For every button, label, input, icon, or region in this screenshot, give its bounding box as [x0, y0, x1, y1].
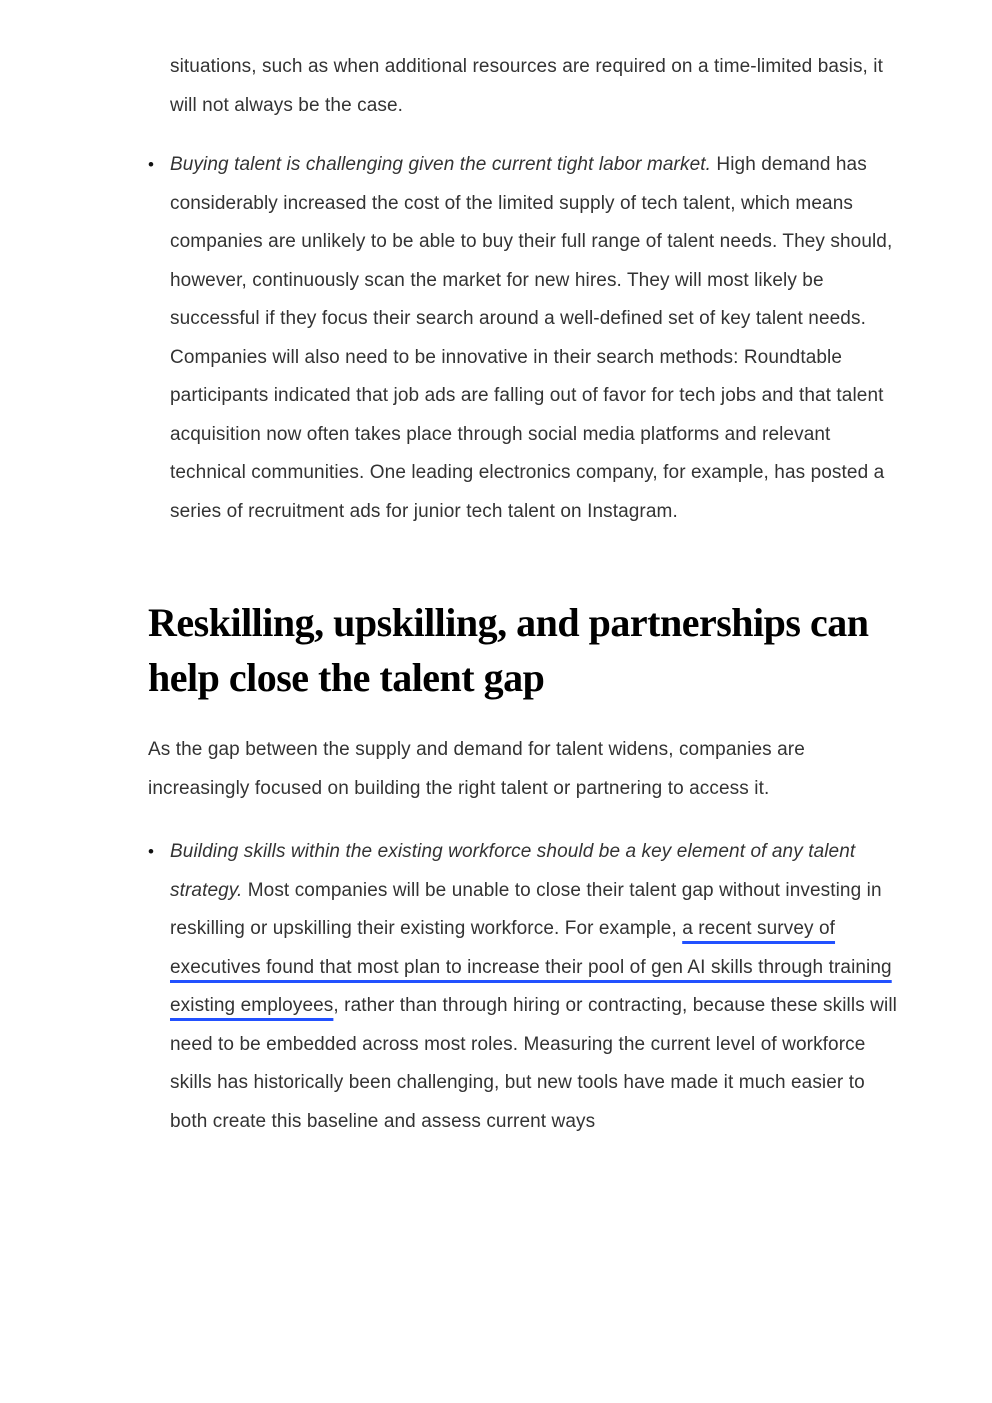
list-item-building-skills	[148, 833, 900, 1141]
bullet-lead-italic: Building skills within the existing workforce should be a key element of any talent strategy.	[170, 841, 856, 901]
gen-ai-survey-link[interactable]: a recent survey of executives found that most plan to increase their pool of gen AI skills through training existing employees	[170, 918, 892, 1016]
bullet-text-buying-talent	[170, 146, 900, 531]
bullet-icon: •	[148, 155, 154, 174]
section-heading: Reskilling, upskilling, and partnerships can help close the talent gap	[148, 600, 869, 700]
bullet-lead-italic: Buying talent is challenging given the current tight labor market.	[170, 154, 712, 175]
bullet-continuation-paragraph: situations, such as when additional resources are required on a time-limited basis, it will not always be the case.	[170, 56, 884, 116]
bullet-body-text-before-link: Most companies will be unable to close their talent gap without investing in reskilling or upskilling their existing workforce. For example,	[170, 879, 882, 939]
article-content	[148, 48, 900, 1141]
bullet-icon: •	[148, 842, 154, 861]
bullet-body-text-after-link: , rather than through hiring or contracting, because these skills will need to be embedded across most roles. Measuring the current level of workforce skills has historically been challenging, but new tools have made it much easier to both create this baseline and assess current ways	[170, 995, 897, 1132]
bullet-text-building-skills	[170, 833, 900, 1141]
list-item-buying-talent	[148, 146, 900, 531]
bullet-body-text: High demand has considerably increased the cost of the limited supply of tech talent, which means companies are unlikely to be able to buy their full range of talent needs. They should, however, continuously scan the market for new hires. They will most likely be successful if they focus their search around a well-defined set of key talent needs. Companies will also need to be innovative in their search methods: Roundtable participants indicated that job ads are falling out of favor for tech jobs and that talent acquisition now often takes place through social media platforms and relevant technical communities. One leading electronics company, for example, has posted a series of recruitment ads for junior tech talent on Instagram.	[170, 154, 893, 522]
intro-paragraph: As the gap between the supply and demand for talent widens, companies are increasingly focused on building the right talent or partnering to access it.	[148, 739, 805, 799]
